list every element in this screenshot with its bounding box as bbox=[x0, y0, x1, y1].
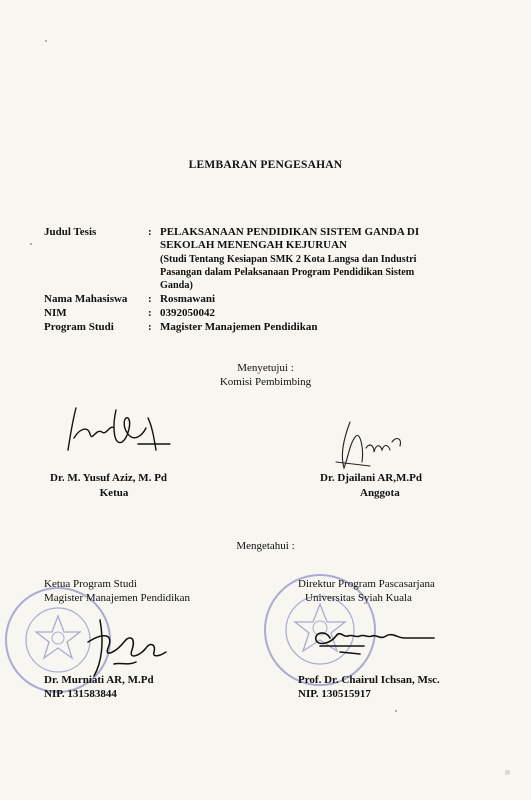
right-director-nip: NIP. 130515917 bbox=[298, 688, 371, 700]
field-label-program: Program Studi bbox=[44, 321, 114, 333]
right-office-subtitle: Universitas Syiah Kuala bbox=[305, 592, 412, 604]
signature-left-supervisor bbox=[66, 398, 176, 458]
left-office-title: Ketua Program Studi bbox=[44, 578, 137, 590]
right-supervisor-role: Anggota bbox=[360, 487, 400, 499]
thesis-title-line-1: PELAKSANAAN PENDIDIKAN SISTEM GANDA DI bbox=[160, 226, 420, 238]
signature-right-supervisor bbox=[330, 418, 410, 478]
field-colon: : bbox=[148, 226, 152, 238]
acknowledged-heading: Mengetahui : bbox=[236, 540, 295, 552]
approval-committee: Komisi Pembimbing bbox=[219, 376, 312, 388]
field-colon: : bbox=[148, 307, 152, 319]
field-label-judul: Judul Tesis bbox=[44, 226, 97, 238]
thesis-subtitle-line-2: Pasangan dalam Pelaksanaan Program Pendidikan Sistem bbox=[160, 267, 415, 278]
student-nim: 0392050042 bbox=[160, 307, 215, 319]
scan-speck bbox=[45, 40, 47, 42]
right-office-title: Direktur Program Pascasarjana bbox=[298, 578, 435, 590]
left-office-subtitle: Magister Manajemen Pendidikan bbox=[44, 592, 191, 604]
study-program: Magister Manajemen Pendidikan bbox=[160, 321, 318, 333]
left-head-name: Dr. Murniati AR, M.Pd bbox=[44, 674, 154, 686]
field-label-nama: Nama Mahasiswa bbox=[44, 293, 128, 305]
thesis-title-line-2: SEKOLAH MENENGAH KEJURUAN bbox=[160, 239, 348, 251]
scan-speck bbox=[395, 710, 397, 712]
scan-speck bbox=[30, 243, 32, 245]
field-label-nim: NIM bbox=[44, 307, 67, 319]
left-supervisor-name: Dr. M. Yusuf Aziz, M. Pd bbox=[50, 472, 168, 484]
field-colon: : bbox=[148, 293, 152, 305]
left-head-nip: NIP. 131583844 bbox=[44, 688, 117, 700]
right-director-name: Prof. Dr. Chairul Ichsan, Msc. bbox=[298, 674, 440, 686]
left-supervisor-role: Ketua bbox=[99, 487, 129, 499]
signature-right-director bbox=[300, 618, 440, 658]
student-name: Rosmawani bbox=[160, 293, 216, 305]
right-supervisor-name: Dr. Djailani AR,M.Pd bbox=[320, 472, 422, 484]
field-colon: : bbox=[148, 321, 152, 333]
thesis-subtitle-line-1: (Studi Tentang Kesiapan SMK 2 Kota Langsa dan Industri bbox=[160, 254, 417, 265]
page-title: LEMBARAN PENGESAHAN bbox=[188, 159, 343, 171]
signature-left-head bbox=[80, 612, 170, 682]
scan-speck bbox=[505, 770, 510, 775]
thesis-subtitle-line-3: Ganda) bbox=[160, 280, 193, 291]
approval-heading: Menyetujui : bbox=[237, 362, 294, 374]
